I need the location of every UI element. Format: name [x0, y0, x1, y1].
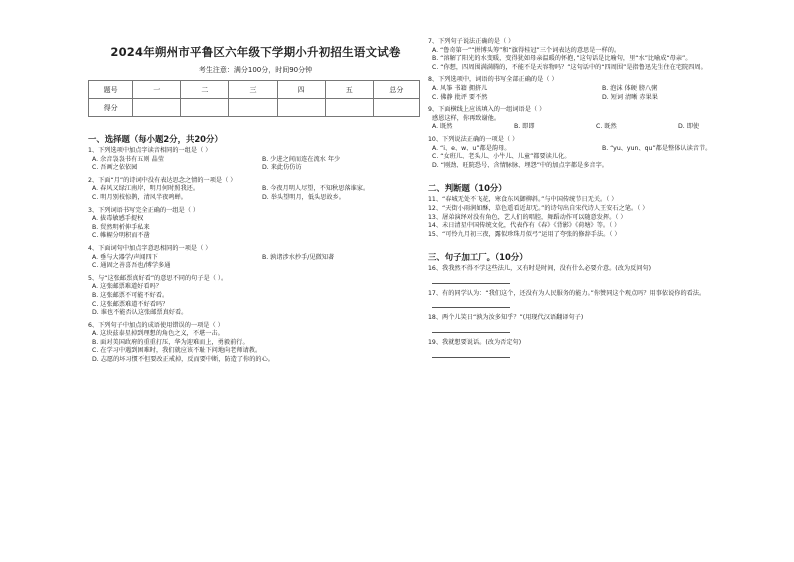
option-d[interactable]: D. 举头望明月，低头思故乡。 [262, 193, 345, 201]
judge-item: 15、“可怜九月初三夜，露似珍珠月似弓”运用了夸张的修辞手法。（ ） [428, 230, 621, 238]
option-b[interactable]: B. 少进之间而连在流水 年少 [262, 155, 341, 163]
rewrite-item: 19、我就想要说话。(改为否定句) [428, 339, 522, 347]
option-d[interactable]: D. 志愿的坏习惯不但要改正戒掉，反而要中断，防造了你的的心。 [92, 356, 274, 364]
option-a[interactable]: A. 垂与大器学/声闻四下 [92, 253, 158, 261]
question-stem: 10、下列说法正确的一项是（ ） [428, 135, 519, 143]
answer-line[interactable] [432, 274, 510, 284]
score-cell: 三 [229, 81, 277, 99]
section1-title: 一、选择题（每小题2分，共20分） [88, 134, 223, 144]
score-input[interactable] [277, 99, 325, 117]
option-c[interactable]: C. 帷幄分明积而不凿 [92, 232, 150, 240]
score-input[interactable] [181, 99, 229, 117]
option-c[interactable]: C. 在学习中遇到困难时，我们就应该不耻下问地向老师请教。 [92, 347, 262, 355]
right-column [428, 38, 768, 364]
option-row [88, 156, 423, 165]
option-c[interactable]: C. “女班儿、老头儿、小牛儿、儿童”都要读儿化。 [432, 153, 571, 161]
option-c[interactable]: C. 通固之善喜吾也/博学多通 [92, 262, 171, 270]
score-cell: 题号 [89, 81, 133, 99]
question-stem: 1、下列选项中加点字读音相同的一组是（ ） [88, 147, 212, 154]
option-b[interactable]: B. 今夜月明人尽望，不知秋思落谁家。 [262, 185, 370, 193]
option-a[interactable]: A. “i、e、w、u”都是韵母。 [432, 144, 511, 152]
score-table [88, 80, 420, 117]
score-cell: 一 [133, 81, 181, 99]
option-c[interactable]: C. 佛静 批评 要不然 [432, 93, 488, 101]
answer-line[interactable] [432, 348, 510, 358]
question-stem: 2、下面“月”的诗词中没有表达思念之情的一项是（ ） [88, 176, 237, 184]
question-stem: 6、下列句子中加点的成语使用错误的一项是（ ） [88, 321, 224, 329]
score-header-row [89, 81, 420, 99]
option-a[interactable]: A. 余音袅袅书有五则 晶莹 [92, 155, 164, 163]
score-input[interactable] [133, 99, 181, 117]
option-row [88, 254, 423, 263]
option-row [428, 123, 768, 132]
question-stem: 7、下列句子说法正确的是（ ） [428, 38, 515, 45]
judge-item: 11、“春城无处不飞花，寒食东风御柳斜。”与中国传统节日无关。（ ） [428, 196, 618, 204]
option-c[interactable]: C. 既然 [596, 123, 617, 131]
option-a[interactable]: A. 风筝 书籍 拥挤儿 [432, 84, 488, 92]
answer-line[interactable] [432, 298, 510, 308]
option-a[interactable]: A. 这块兹泰星掉到理想的角色之义，不堪一击。 [92, 330, 224, 338]
left-column [88, 38, 423, 365]
option-row [88, 164, 423, 173]
option-row [428, 85, 768, 94]
question-stem: 4、下面词句中加点字意思相同的一项是（ ） [88, 244, 212, 252]
question-stem: 8、下列选项中，词语的书写全部正确的是（ ） [428, 76, 558, 84]
option-b[interactable]: B. 即即 [514, 123, 535, 131]
option-a[interactable]: A. 既然 [432, 123, 453, 131]
option-b[interactable]: B. 泡沫 体硬 膀八粥 [602, 84, 658, 92]
option-d[interactable]: D. 短词 清晰 赤果果 [602, 93, 658, 101]
option-b[interactable]: B. 孰诸涉水抄手/见微知著 [262, 253, 335, 261]
score-value-row [89, 99, 420, 117]
option-a[interactable]: A. 拔毒敏感手捉权 [92, 215, 144, 223]
question-stem: 9、下面横线上应该填入的一组词语是（ ） [428, 106, 546, 114]
question-stem: 3、下列词语书写完全正确的一组是（ ） [88, 206, 200, 214]
option-d[interactable]: D. 来此仿仿访 [262, 164, 302, 172]
question-stem: 5、与“这张邮票真好看”的意思不同的句子是（ ）。 [88, 274, 228, 282]
option-a[interactable]: A. 这张邮票难道好看吗？ [92, 283, 162, 291]
section2-title: 二、判断题（10分） [428, 183, 507, 194]
option-a[interactable]: A. 春风又绿江南岸，明月何时照我还。 [92, 185, 200, 193]
exam-notice: 考生注意：满分100分，时间90分钟 [198, 66, 313, 74]
judge-item: 13、屠弟演绎对没有角色，艺人们的唱腔，舞蹈动作可以随意发挥。（ ） [428, 213, 627, 221]
option-row [88, 194, 423, 203]
judge-item: 12、“天街小雨润如酥，草色遥看近却无。”的诗句出自宋代诗人王安石之笔。（ ） [428, 204, 649, 212]
rewrite-item: 18、两个儿笑日“孰为汝多知乎？”(用现代汉语翻译句子) [428, 314, 584, 322]
score-input[interactable] [373, 99, 419, 117]
score-input[interactable] [325, 99, 373, 117]
option-c[interactable]: C. “你想，四周围满满腾的，不能不是天容物吗？”这句话中的“四周围”是指鲁迅先生住在宅院四周。 [432, 63, 707, 71]
judge-item: 14、未日清星中国传统文化，代表作有《春》《背影》《荷塘》等。（ ） [428, 222, 621, 230]
answer-line[interactable] [432, 323, 510, 333]
option-d[interactable]: D. 即使 [678, 123, 700, 131]
exam-title: 2024年朔州市平鲁区六年级下学期小升初招生语文试卷 [110, 45, 401, 59]
score-cell: 总分 [373, 81, 419, 99]
option-c[interactable]: C. 这张邮票难道不好看吗？ [92, 300, 169, 308]
option-c[interactable]: C. 吾画之依依园 [92, 164, 138, 172]
score-cell: 五 [325, 81, 373, 99]
rewrite-item: 16、我我然不得不学这些法儿，又有时是时间，没有什么必要介意。(改为反问句) [428, 265, 652, 273]
score-cell: 二 [181, 81, 229, 99]
score-input[interactable] [229, 99, 277, 117]
section3-title: 三、句子加工厂。（10分） [428, 252, 528, 263]
option-b[interactable]: B. 贸然明析伸手私来 [92, 223, 150, 231]
option-c[interactable]: C. 明月别枝惊鹊，清风半夜鸣蝉。 [92, 193, 187, 201]
option-b[interactable]: B. 面对美国政府的重重打压，华为迎难而上，勇毅前行。 [92, 338, 249, 346]
option-d[interactable]: D. 谁也不能否认这张邮票真好看。 [92, 309, 188, 317]
option-d[interactable]: D. “刚劲、旺院恐号、含情脉脉、埋怨”中的加点字都是多音字。 [432, 161, 608, 169]
option-a[interactable]: A. “鲁奇第一”“拼博头筹”和“旗得桂冠”三个词表达的意思是一样的。 [432, 46, 621, 54]
option-b[interactable]: B. “yu、yun、qu”都是整体认读音节。 [602, 144, 712, 152]
option-row [428, 145, 768, 154]
option-b[interactable]: B. “溶解了阳光的水变暖，变得犹如母亲温暖的怀抱，”这句话是比喻句，里“水”比喻成“母亲”。 [432, 55, 692, 63]
question-sentence: 感恩这样，你再致谢他。 [432, 114, 501, 122]
option-b[interactable]: B. 这张邮票不可能不好看。 [92, 291, 169, 299]
score-cell: 四 [277, 81, 325, 99]
option-row [88, 185, 423, 194]
score-label: 得分 [89, 99, 133, 117]
rewrite-item: 17、有的同学认为：“我们这个，还没有为人民服务的能力。”你赞同这个观点吗？用事依说你的看法。 [428, 289, 706, 297]
option-row [428, 94, 768, 103]
